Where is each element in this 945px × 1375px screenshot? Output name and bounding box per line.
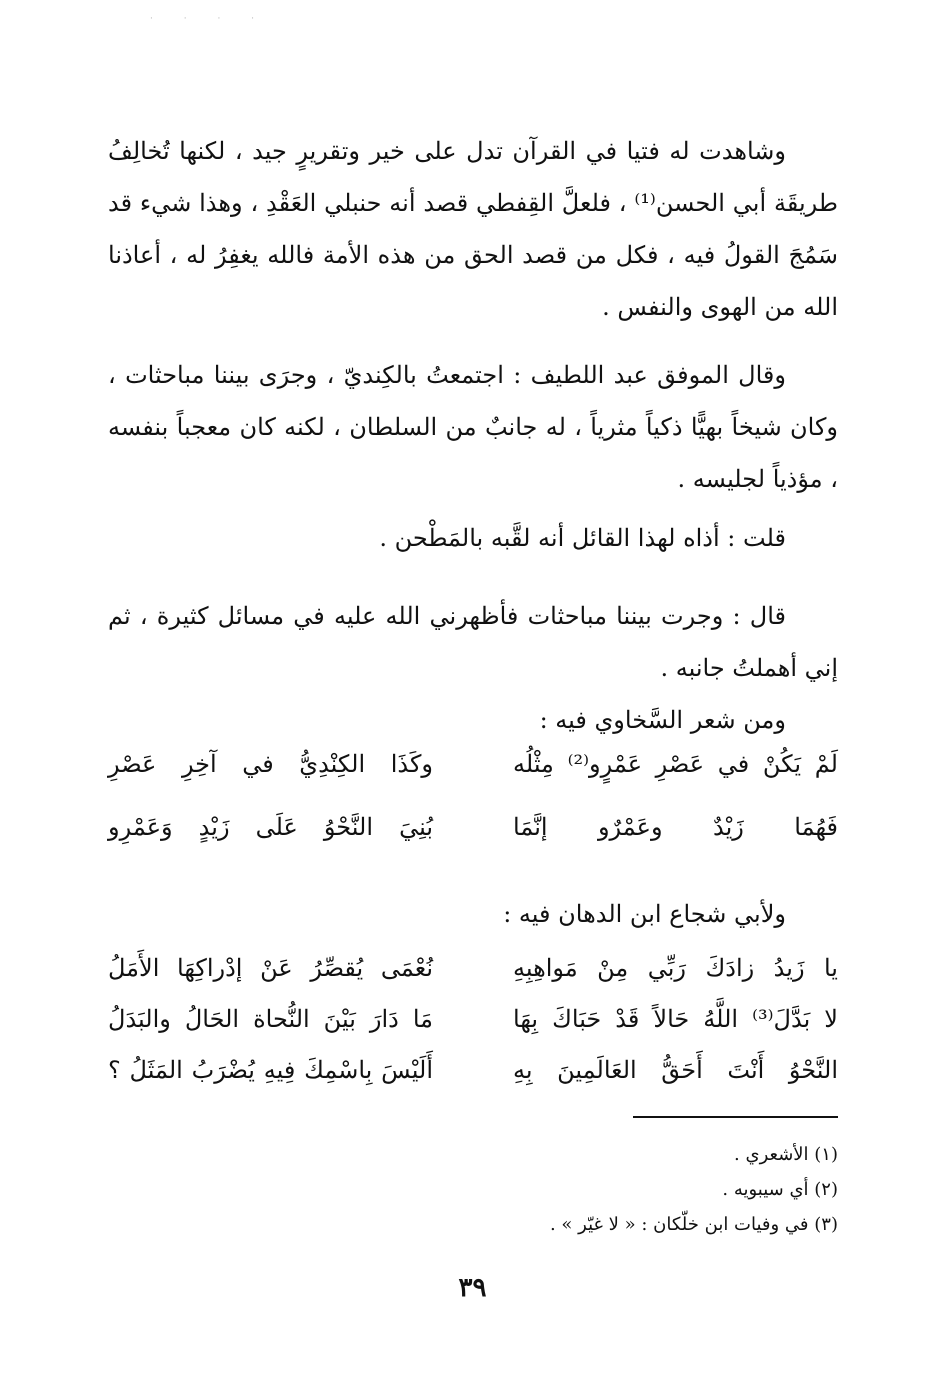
- paragraph-fatwa-commentary: وشاهدت له فتيا في القرآن تدل على خير وتقريرٍ جيد ، لكنها تُخالِفُ طريقَة أبي الحسن⁽¹⁾ ، فلعلَّ القِفطي قصد أنه حنبلي العَقْدِ ، وهذا شيء قد سَمُجَ القولُ فيه ، فكل من قصد الحق من هذه الأمة فالله يغفِرُ له ، أعاذنا الله من الهوى والنفس .: [108, 137, 839, 321]
- verse-line: [108, 942, 838, 994]
- verse-line: [108, 993, 838, 1045]
- verse-second-hemistich: أَلَيْسَ بِاسْمِكَ فِيهِ يُضْرَبُ المَثَلُ ؟: [108, 1056, 433, 1084]
- scan-artifact-dots: · · · ·: [150, 14, 269, 24]
- verse-first-hemistich: يا زَيدُ زادَكَ رَبِّي مِنْ مَواهِبِهِ: [513, 954, 838, 982]
- footnote-2: (٢) أي سيبويه .: [722, 1179, 838, 1200]
- footnotes: [338, 1137, 838, 1242]
- verse-line: [108, 801, 838, 853]
- footnote-3: (٣) في وفيات ابن خلّكان : « لا غيّر » .: [549, 1214, 838, 1235]
- verse-second-hemistich: مَا دَارَ بَيْنَ النُّحاة الحَالُ والبَدَلُ: [108, 1005, 433, 1033]
- verse-line: [108, 1044, 838, 1096]
- verse-second-hemistich: بُنِيَ النَّحْوُ عَلَى زَيْدٍ وَعَمْرِو: [108, 813, 433, 841]
- verse-second-hemistich: وكَذَا الكِنْدِيُّ في آخِرِ عَصْرِ: [108, 750, 433, 778]
- verse-first-hemistich: لا بَدَّلَ⁽³⁾ اللَّهُ حَالاً قَدْ حَبَاكَ بِهَا: [513, 1005, 838, 1033]
- paragraph-debates: قال : وجرت بيننا مباحثات فأظهرني الله عليه في مسائل كثيرة ، ثم إني أهملتُ جانبه .: [108, 602, 838, 682]
- intro-ibn-dahhan-poem: ولأبي شجاع ابن الدهان فيه :: [503, 900, 786, 928]
- verse-first-hemistich: فَهُمَا زَيْدٌ وعَمْرٌو إنَّمَا: [513, 813, 838, 841]
- verse-line: [108, 738, 838, 790]
- page-number: ٣٩: [458, 1273, 487, 1303]
- footnote-separator: [633, 1116, 838, 1118]
- footnote-1: (١) الأشعري .: [734, 1144, 838, 1165]
- verse-first-hemistich: لَمْ يَكُنْ في عَصْرِ عَمْرٍو⁽²⁾ مِثْلُه: [513, 750, 838, 778]
- verse-second-hemistich: نُعْمَى يُقصِّرُ عَنْ إدْراكِهَا الأَمَلُ: [108, 954, 433, 982]
- intro-sakhawi-poem: ومن شعر السَّخاوي فيه :: [539, 706, 786, 734]
- paragraph-muwaffaq-quote: وقال الموفق عبد اللطيف : اجتمعتُ بالكِنديّ ، وجرَى بيننا مباحثات ، وكان شيخاً بهيًّا ذكياً مثرياً ، له جانبٌ من السلطان ، لكنه كان معجباً بنفسه ، مؤذياً لجليسه .: [108, 361, 838, 493]
- paragraph-author-remark: قلت : أذاه لهذا القائل أنه لقَّبه بالمَطْحن .: [379, 524, 786, 552]
- verse-first-hemistich: النَّحْوُ أَنْتَ أَحَقُّ العَالَمِينَ بِهِ: [513, 1056, 838, 1084]
